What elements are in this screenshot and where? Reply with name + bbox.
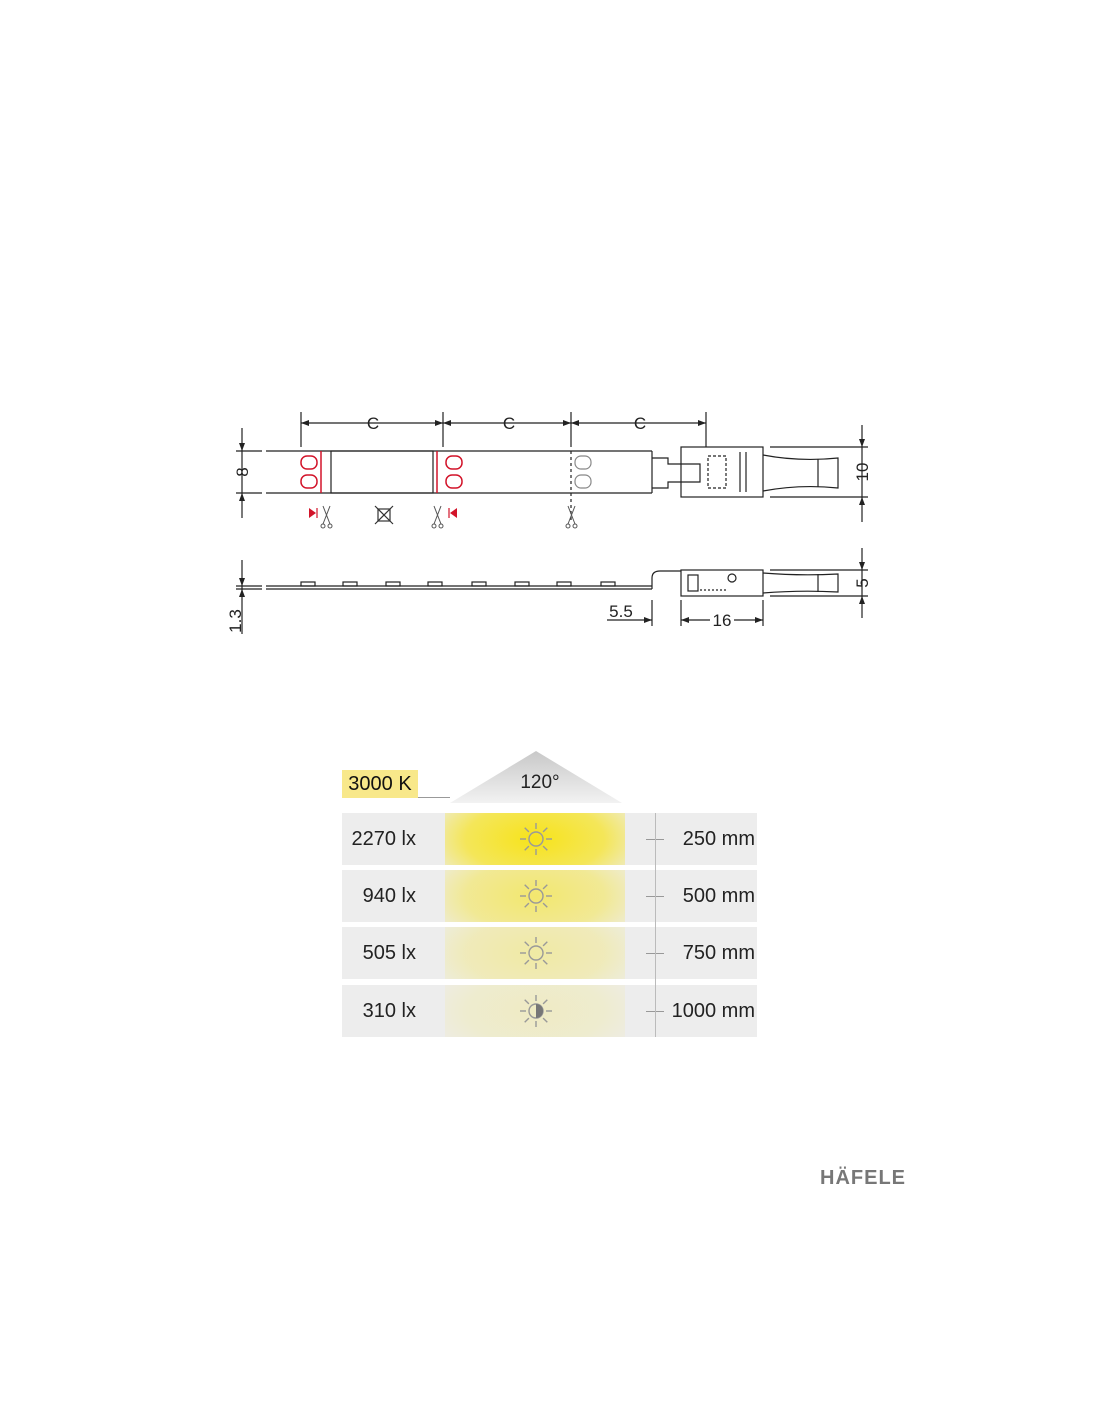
color-temp-badge: 3000 K [342, 770, 418, 798]
sun-icon [516, 819, 556, 859]
connector-length-label: 16 [712, 611, 732, 630]
brand-logo: HÄFELE [820, 1167, 906, 1189]
lux-value: 2270 lx [351, 828, 416, 850]
distance-value: 1000 mm [671, 1000, 755, 1022]
pitch-label-1: C [366, 414, 380, 433]
pitch-label-3: C [633, 414, 647, 433]
strip-height-label: 1.3 [226, 609, 245, 633]
lux-value: 310 lx [362, 1000, 416, 1022]
distance-value: 250 mm [682, 828, 755, 850]
pitch-label-2: C [502, 414, 516, 433]
connector-width-label: 10 [853, 462, 872, 482]
lux-value: 505 lx [362, 942, 416, 964]
temp-underline [418, 797, 450, 798]
strip-width-label: 8 [233, 467, 252, 477]
distance-value: 500 mm [682, 885, 755, 907]
distance-axis [655, 813, 656, 1037]
sun-icon [516, 933, 556, 973]
connector-height-label: 5 [853, 578, 872, 588]
beam-angle-label: 120° [520, 772, 560, 793]
sun-icon [516, 876, 556, 916]
offset-label: 5.5 [609, 602, 633, 621]
distance-value: 750 mm [682, 942, 755, 964]
lux-value: 940 lx [362, 885, 416, 907]
sun-icon [516, 991, 556, 1031]
